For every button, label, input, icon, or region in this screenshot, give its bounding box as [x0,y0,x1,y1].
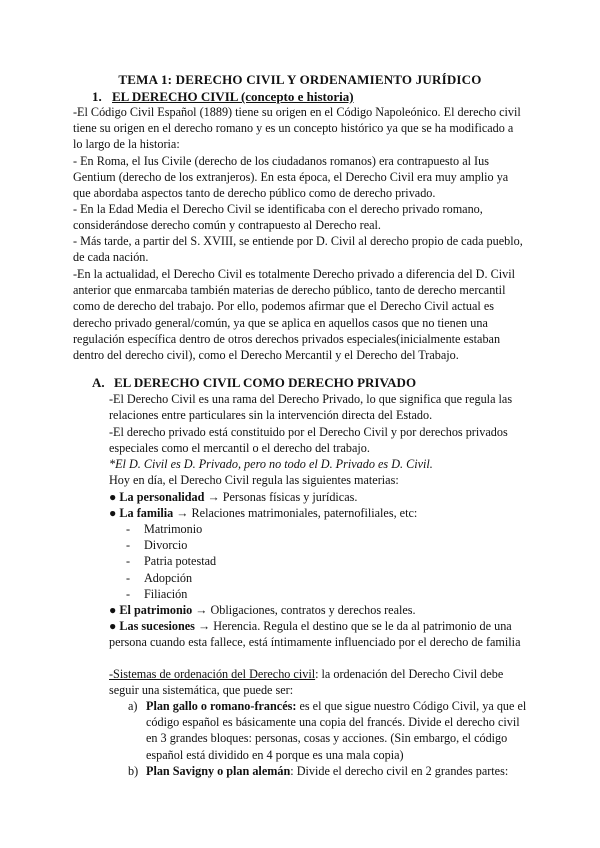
sistemas-paragraph [109,666,529,698]
section-a-paragraph-1: -El Derecho Civil es una rama del Derecho Privado, lo que significa que regula las relaciones entre particulares sin la intervención directa del Estado. [109,392,513,423]
bullet-icon: ● [109,619,117,633]
materia-sucesiones [109,618,529,650]
list-item [126,586,216,602]
intro-paragraph-1: -El Código Civil Español (1889) tiene su origen en el Código Napoleónico. El derecho civil tiene su origen en el derecho romano y es un concepto histórico ya que se ha modificado a lo largo de la historia: [73,105,521,152]
sistemas-label: -Sistemas de ordenación del Derecho civil [109,667,316,681]
intro-paragraph-5: -En la actualidad, el Derecho Civil es totalmente Derecho privado a diferencia del D. Civil anterior que enmarcaba también materias de derecho público, tanto de derecho mercantil como de derecho del trabajo. Por ello, podemos afirmar que el Derecho Civil actual es derecho privado general/común, ya que se aplica en aquellos casos que no tienen una regulación específica dentro de otros derechos privados especiales(inicialmente estaban dentro del derecho civil), como el Derecho Mercantil y el Derecho del Trabajo. [73,267,515,363]
materia-personalidad-label: La personalidad [119,490,205,504]
materia-personalidad-text: → Personas físicas y jurídicas. [207,490,358,504]
intro-paragraph-2: - En Roma, el Ius Civile (derecho de los ciudadanos romanos) era contrapuesto al Ius Gentium (derecho de los extranjeros). En esta época, el Derecho Civil era muy amplio ya que abordaba aspectos tanto de derecho público como de derecho privado. [73,154,509,201]
section-a-title: EL DERECHO CIVIL COMO DERECHO PRIVADO [114,375,417,390]
materia-familia-text: → Relaciones matrimoniales, paternofiliales, etc: [176,506,418,520]
sistema-a [128,698,528,763]
section-a-heading [92,375,416,391]
intro-paragraph-4: - Más tarde, a partir del S. XVIII, se entiende por D. Civil al derecho propio de cada pueblo, de cada nación. [73,234,523,265]
dash-marker: - [126,570,131,585]
materia-patrimonio [109,602,529,618]
list-item-text: Adopción [144,570,193,585]
sistema-a-text: es el que sigue nuestro Código Civil, ya que el código español es básicamente una copia del francés. Divide el derecho civil en 3 grandes bloques: personas, cosas y acciones. (Sin embargo, el código español está dividido en 4 porque es una mala copia) [146,699,527,762]
bullet-icon: ● [109,490,117,504]
section-a-number: A. [92,375,105,390]
sistema-a-label: Plan gallo o romano-francés: [146,699,297,713]
dash-marker: - [126,586,131,601]
list-marker-a: a) [128,699,138,713]
section-1-title: EL DERECHO CIVIL (concepto e historia) [112,89,354,104]
list-item [126,570,216,586]
list-marker-b: b) [128,764,139,778]
dash-marker: - [126,538,131,553]
list-item [126,537,216,553]
materia-personalidad [109,489,529,505]
materia-familia [109,505,529,521]
list-item-text: Matrimonio [144,522,203,536]
bullet-icon: ● [109,603,117,617]
section-a-paragraph-2: -El derecho privado está constituido por el Derecho Civil y por derechos privados especiales como el mercantil o el derecho del trabajo. [109,425,508,456]
document-title: TEMA 1: DERECHO CIVIL Y ORDENAMIENTO JURÍDICO [118,72,482,87]
list-item-text: Filiación [144,586,188,601]
sistema-b-label: Plan Savigny o plan alemán [146,764,291,778]
materia-sucesiones-label: Las sucesiones [119,619,195,633]
materia-patrimonio-text: → Obligaciones, contratos y derechos reales. [195,603,416,617]
sistema-b-text: : Divide el derecho civil en 2 grandes partes: [290,764,509,778]
familia-list [126,521,216,602]
sistema-b [128,763,528,779]
bullet-icon: ● [109,506,117,520]
section-1-heading [92,89,354,105]
list-item [126,553,216,569]
section-a-paragraph-3: Hoy en día, el Derecho Civil regula las siguientes materias: [109,473,399,487]
intro-paragraph-3: - En la Edad Media el Derecho Civil se identificaba con el derecho privado romano, considerándose derecho común y contrapuesto al Derecho real. [73,202,483,233]
section-a-note: *El D. Civil es D. Privado, pero no todo el D. Privado es D. Civil. [109,457,433,471]
materia-patrimonio-label: El patrimonio [119,603,193,617]
dash-marker: - [126,554,131,569]
list-item-text: Patria potestad [144,554,217,569]
sistemas-text: : la ordenación del Derecho Civil debe seguir una sistemática, que puede ser: [109,667,504,698]
dash-marker: - [126,522,131,536]
list-item-text: Divorcio [144,538,188,553]
materia-sucesiones-text: → Herencia. Regula el destino que se le da al patrimonio de una persona cuando esta fallece, está íntimamente influenciado por el derecho de familia [109,619,521,650]
materia-familia-label: La familia [119,506,174,520]
list-item [126,521,216,537]
section-1-number: 1. [92,89,102,104]
